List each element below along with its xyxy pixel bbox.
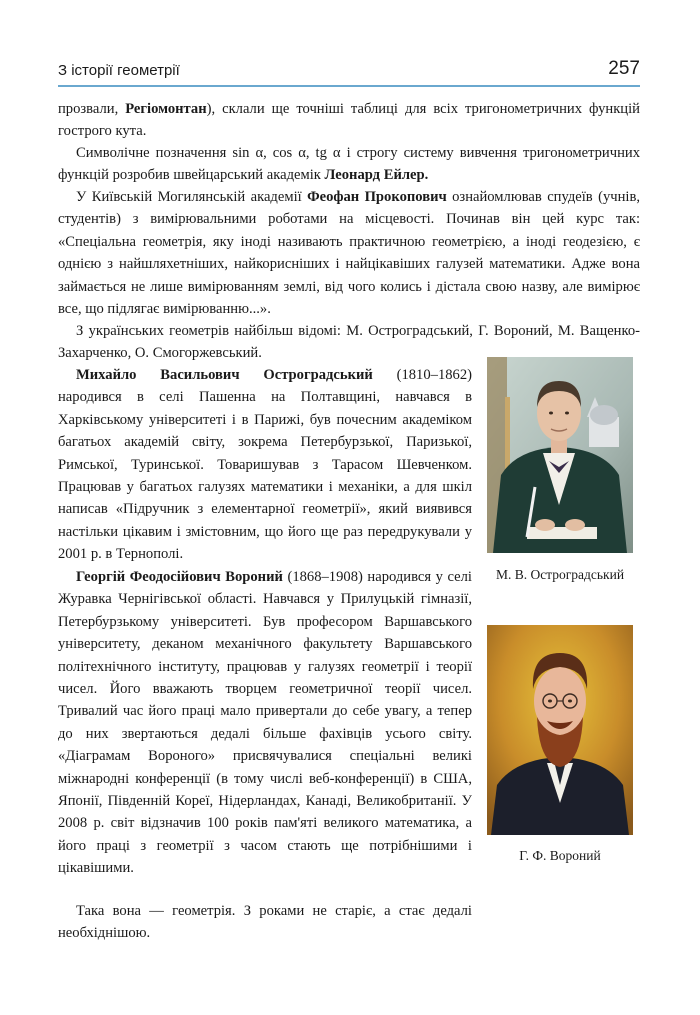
text-run: (1810–1862) народився в селі Пашенна на Полтавщині, навчався в Харківському університеті і в Парижі, був почесним академіком багатьох академій світу, зокрема Петербурзької, Паризької, Римської, Туринської. Товаришував з Тарасом Шевченком. Працював у багатьох галузях математики і механіки, а для шкіл написав «Підручник з елементарної геометрії», який виявився настільки цікавим і змістовним, що його ще раз передрукували у 2001 р. в Тернополі. — [58, 367, 472, 563]
ostrogradsky-portrait — [487, 357, 633, 553]
page-number: 257 — [608, 58, 640, 79]
bold-name: Регіомонтан — [125, 101, 207, 117]
voronoi-portrait-image — [487, 625, 633, 835]
text-run: (1868–1908) народився у селі Журавка Чернігівської області. Навчався у Прилуцькій гімназії, Петербурзькому університеті. Був професором Варшавського університету, деканом механічного факультету Варшавського політехнічного інституту, працював у галузях геометрії і теорії чисел. Його вважають творцем геометричної теорії чисел. Тривалий час його праці мало привертали до себе увагу, а тепер до них звертаються дедалі більше фахівців усього світу. «Діаграмам Вороного» присвячувалися спеціальні великі міжнародні конференції (в тому числі веб-конференції) в США, Японії, Південній Кореї, Нідерландах, Канаді, Великобританії. У 2008 р. світ відзначив 100 років пам'яті великого математика, а його праці з геометрії з часом стають ще потрібнішими і цікавішими. — [58, 569, 472, 877]
paragraph-ostrogradsky — [58, 364, 472, 566]
text-run: прозвали, — [58, 101, 126, 117]
paragraph-conclusion — [58, 900, 472, 945]
text-run: З українських геометрів найбільш відомі: М. Остроградський, Г. Вороний, М. Ващенко-Захарченко, О. Смогоржевський. — [58, 323, 640, 362]
running-title: З історії геометрії — [58, 62, 180, 79]
text-run: У Київській Могилянській академії — [76, 189, 308, 205]
bold-name: Феофан Прокопович — [307, 189, 447, 205]
paragraph-voronoi — [58, 566, 472, 880]
ostrogradsky-portrait-image — [487, 357, 633, 553]
page-header — [58, 58, 640, 86]
text-run: ознайомлював спудеїв (учнів, студентів) з вимірювальними роботами на місцевості. Починав він цей курс так: «Спеціальна геометрія, яку іноді називають практичною геометрією, а іноді геодезією, є однією з найшляхетніших, найкорисніших і найцікавіших галузей математики. Адже вона займається не лише вимірюванням землі, від чого колись і дістала свою назву, але вимірює все, що підлягає вимірюванню...». — [58, 189, 640, 318]
paragraph-euler — [58, 142, 640, 187]
bold-name: Михайло Васильович Остроградський — [76, 367, 373, 383]
text-run: Символічне позначення sin α, cos α, tg α і строгу систему вивчення тригонометричних функцій розробив швейцарський академік — [58, 145, 640, 184]
bold-name: Георгій Феодосійович Вороний — [76, 569, 283, 585]
voronoi-portrait — [487, 625, 633, 835]
paragraph-regiomontan — [58, 98, 640, 143]
text-run: Така вона — геометрія. З роками не старіє, а стає дедалі необхіднішою. — [58, 903, 472, 942]
bold-name: Леонард Ейлер. — [324, 167, 429, 184]
text-run: ), склали ще точніші таблиці для всіх тригонометричних функцій гострого кута. — [58, 101, 640, 140]
ostrogradsky-caption: М. В. Остроградський — [495, 567, 625, 582]
voronoi-caption: Г. Ф. Вороний — [519, 848, 601, 863]
header-rule — [58, 85, 640, 87]
paragraph-prokopovych — [58, 186, 640, 320]
